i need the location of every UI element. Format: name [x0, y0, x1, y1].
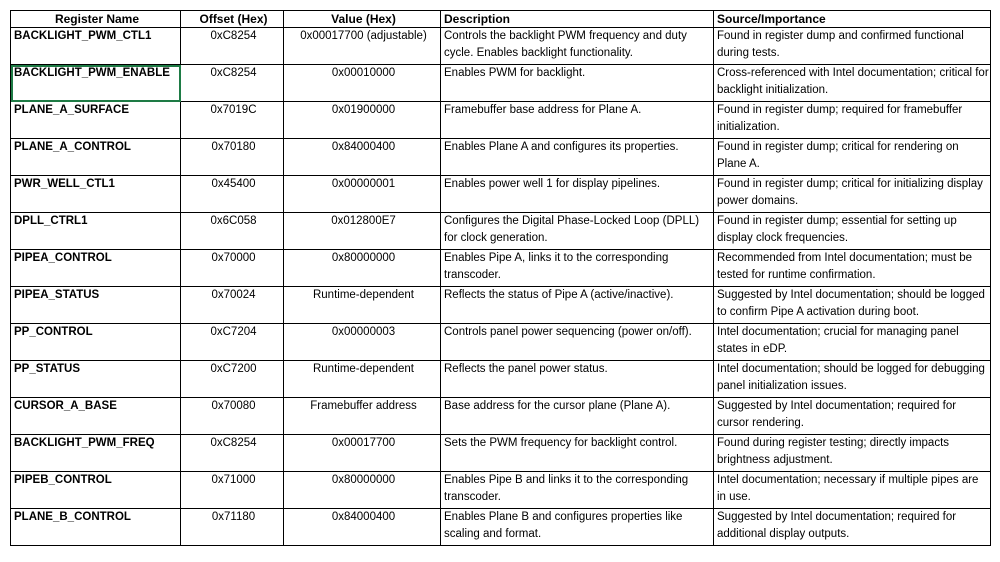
cell-register-name[interactable]: PIPEB_CONTROL: [11, 472, 181, 509]
cell-register-name[interactable]: PLANE_A_CONTROL: [11, 139, 181, 176]
column-header-register-name[interactable]: Register Name: [11, 11, 181, 28]
cell-offset[interactable]: 0xC7204: [181, 324, 284, 361]
cell-source[interactable]: Suggested by Intel documentation; required for additional display outputs.: [714, 509, 991, 546]
cell-value[interactable]: 0x00017700 (adjustable): [284, 28, 441, 65]
table-row: [11, 250, 991, 287]
cell-register-name[interactable]: PLANE_B_CONTROL: [11, 509, 181, 546]
cell-source[interactable]: Found in register dump; critical for rendering on Plane A.: [714, 139, 991, 176]
table-row: [11, 509, 991, 546]
cell-offset[interactable]: 0x71180: [181, 509, 284, 546]
cell-description[interactable]: Framebuffer base address for Plane A.: [441, 102, 714, 139]
cell-register-name[interactable]: CURSOR_A_BASE: [11, 398, 181, 435]
register-table-sheet: [10, 10, 991, 546]
table-row: [11, 102, 991, 139]
header-row: [11, 11, 991, 28]
cell-offset[interactable]: 0xC8254: [181, 435, 284, 472]
cell-offset[interactable]: 0xC7200: [181, 361, 284, 398]
table-row: [11, 139, 991, 176]
cell-value[interactable]: 0x00010000: [284, 65, 441, 102]
cell-value[interactable]: 0x012800E7: [284, 213, 441, 250]
cell-source[interactable]: Cross-referenced with Intel documentation; critical for backlight initialization.: [714, 65, 991, 102]
cell-offset[interactable]: 0x45400: [181, 176, 284, 213]
table-row: [11, 324, 991, 361]
cell-register-name[interactable]: DPLL_CTRL1: [11, 213, 181, 250]
cell-description[interactable]: Enables PWM for backlight.: [441, 65, 714, 102]
cell-offset[interactable]: 0x6C058: [181, 213, 284, 250]
cell-register-name[interactable]: BACKLIGHT_PWM_FREQ: [11, 435, 181, 472]
cell-register-name[interactable]: PLANE_A_SURFACE: [11, 102, 181, 139]
cell-value[interactable]: Runtime-dependent: [284, 287, 441, 324]
cell-source[interactable]: Intel documentation; should be logged for debugging panel initialization issues.: [714, 361, 991, 398]
table-row: [11, 176, 991, 213]
cell-description[interactable]: Reflects the panel power status.: [441, 361, 714, 398]
cell-description[interactable]: Base address for the cursor plane (Plane A).: [441, 398, 714, 435]
column-header-value[interactable]: Value (Hex): [284, 11, 441, 28]
cell-source[interactable]: Found in register dump and confirmed functional during tests.: [714, 28, 991, 65]
cell-source[interactable]: Found in register dump; critical for initializing display power domains.: [714, 176, 991, 213]
table-row: [11, 28, 991, 65]
cell-register-name[interactable]: PP_CONTROL: [11, 324, 181, 361]
cell-description[interactable]: Enables Plane A and configures its properties.: [441, 139, 714, 176]
cell-value[interactable]: 0x00017700: [284, 435, 441, 472]
cell-offset[interactable]: 0xC8254: [181, 28, 284, 65]
cell-value[interactable]: 0x80000000: [284, 250, 441, 287]
cell-source[interactable]: Found during register testing; directly impacts brightness adjustment.: [714, 435, 991, 472]
table-row: [11, 361, 991, 398]
cell-value[interactable]: 0x80000000: [284, 472, 441, 509]
cell-value[interactable]: 0x84000400: [284, 139, 441, 176]
cell-register-name[interactable]: PWR_WELL_CTL1: [11, 176, 181, 213]
cell-offset[interactable]: 0x70080: [181, 398, 284, 435]
cell-source[interactable]: Found in register dump; required for framebuffer initialization.: [714, 102, 991, 139]
cell-source[interactable]: Recommended from Intel documentation; must be tested for runtime confirmation.: [714, 250, 991, 287]
cell-register-name[interactable]: PIPEA_CONTROL: [11, 250, 181, 287]
cell-value[interactable]: 0x01900000: [284, 102, 441, 139]
cell-register-name[interactable]: PIPEA_STATUS: [11, 287, 181, 324]
column-header-description[interactable]: Description: [441, 11, 714, 28]
table-row: [11, 472, 991, 509]
register-table: [10, 10, 991, 546]
cell-value[interactable]: 0x84000400: [284, 509, 441, 546]
selected-cell[interactable]: BACKLIGHT_PWM_ENABLE: [11, 65, 181, 102]
table-row: [11, 65, 991, 102]
cell-source[interactable]: Intel documentation; necessary if multiple pipes are in use.: [714, 472, 991, 509]
cell-offset[interactable]: 0x70024: [181, 287, 284, 324]
table-row: [11, 213, 991, 250]
cell-value[interactable]: 0x00000001: [284, 176, 441, 213]
column-header-offset[interactable]: Offset (Hex): [181, 11, 284, 28]
cell-description[interactable]: Reflects the status of Pipe A (active/inactive).: [441, 287, 714, 324]
cell-description[interactable]: Enables Plane B and configures properties like scaling and format.: [441, 509, 714, 546]
cell-offset[interactable]: 0xC8254: [181, 65, 284, 102]
cell-register-name[interactable]: BACKLIGHT_PWM_CTL1: [11, 28, 181, 65]
cell-description[interactable]: Configures the Digital Phase-Locked Loop (DPLL) for clock generation.: [441, 213, 714, 250]
cell-description[interactable]: Enables power well 1 for display pipelines.: [441, 176, 714, 213]
cell-value[interactable]: Runtime-dependent: [284, 361, 441, 398]
cell-description[interactable]: Enables Pipe A, links it to the corresponding transcoder.: [441, 250, 714, 287]
table-row: [11, 398, 991, 435]
table-row: [11, 435, 991, 472]
cell-offset[interactable]: 0x7019C: [181, 102, 284, 139]
cell-register-name[interactable]: PP_STATUS: [11, 361, 181, 398]
cell-source[interactable]: Suggested by Intel documentation; should be logged to confirm Pipe A activation during boot.: [714, 287, 991, 324]
table-row: [11, 287, 991, 324]
cell-source[interactable]: Found in register dump; essential for setting up display clock frequencies.: [714, 213, 991, 250]
cell-value[interactable]: Framebuffer address: [284, 398, 441, 435]
table-body: [11, 28, 991, 546]
cell-description[interactable]: Controls the backlight PWM frequency and duty cycle. Enables backlight functionality.: [441, 28, 714, 65]
cell-description[interactable]: Enables Pipe B and links it to the corresponding transcoder.: [441, 472, 714, 509]
cell-offset[interactable]: 0x71000: [181, 472, 284, 509]
cell-description[interactable]: Controls panel power sequencing (power on/off).: [441, 324, 714, 361]
cell-offset[interactable]: 0x70180: [181, 139, 284, 176]
cell-source[interactable]: Intel documentation; crucial for managing panel states in eDP.: [714, 324, 991, 361]
cell-source[interactable]: Suggested by Intel documentation; required for cursor rendering.: [714, 398, 991, 435]
cell-value[interactable]: 0x00000003: [284, 324, 441, 361]
column-header-source[interactable]: Source/Importance: [714, 11, 991, 28]
cell-offset[interactable]: 0x70000: [181, 250, 284, 287]
cell-description[interactable]: Sets the PWM frequency for backlight control.: [441, 435, 714, 472]
